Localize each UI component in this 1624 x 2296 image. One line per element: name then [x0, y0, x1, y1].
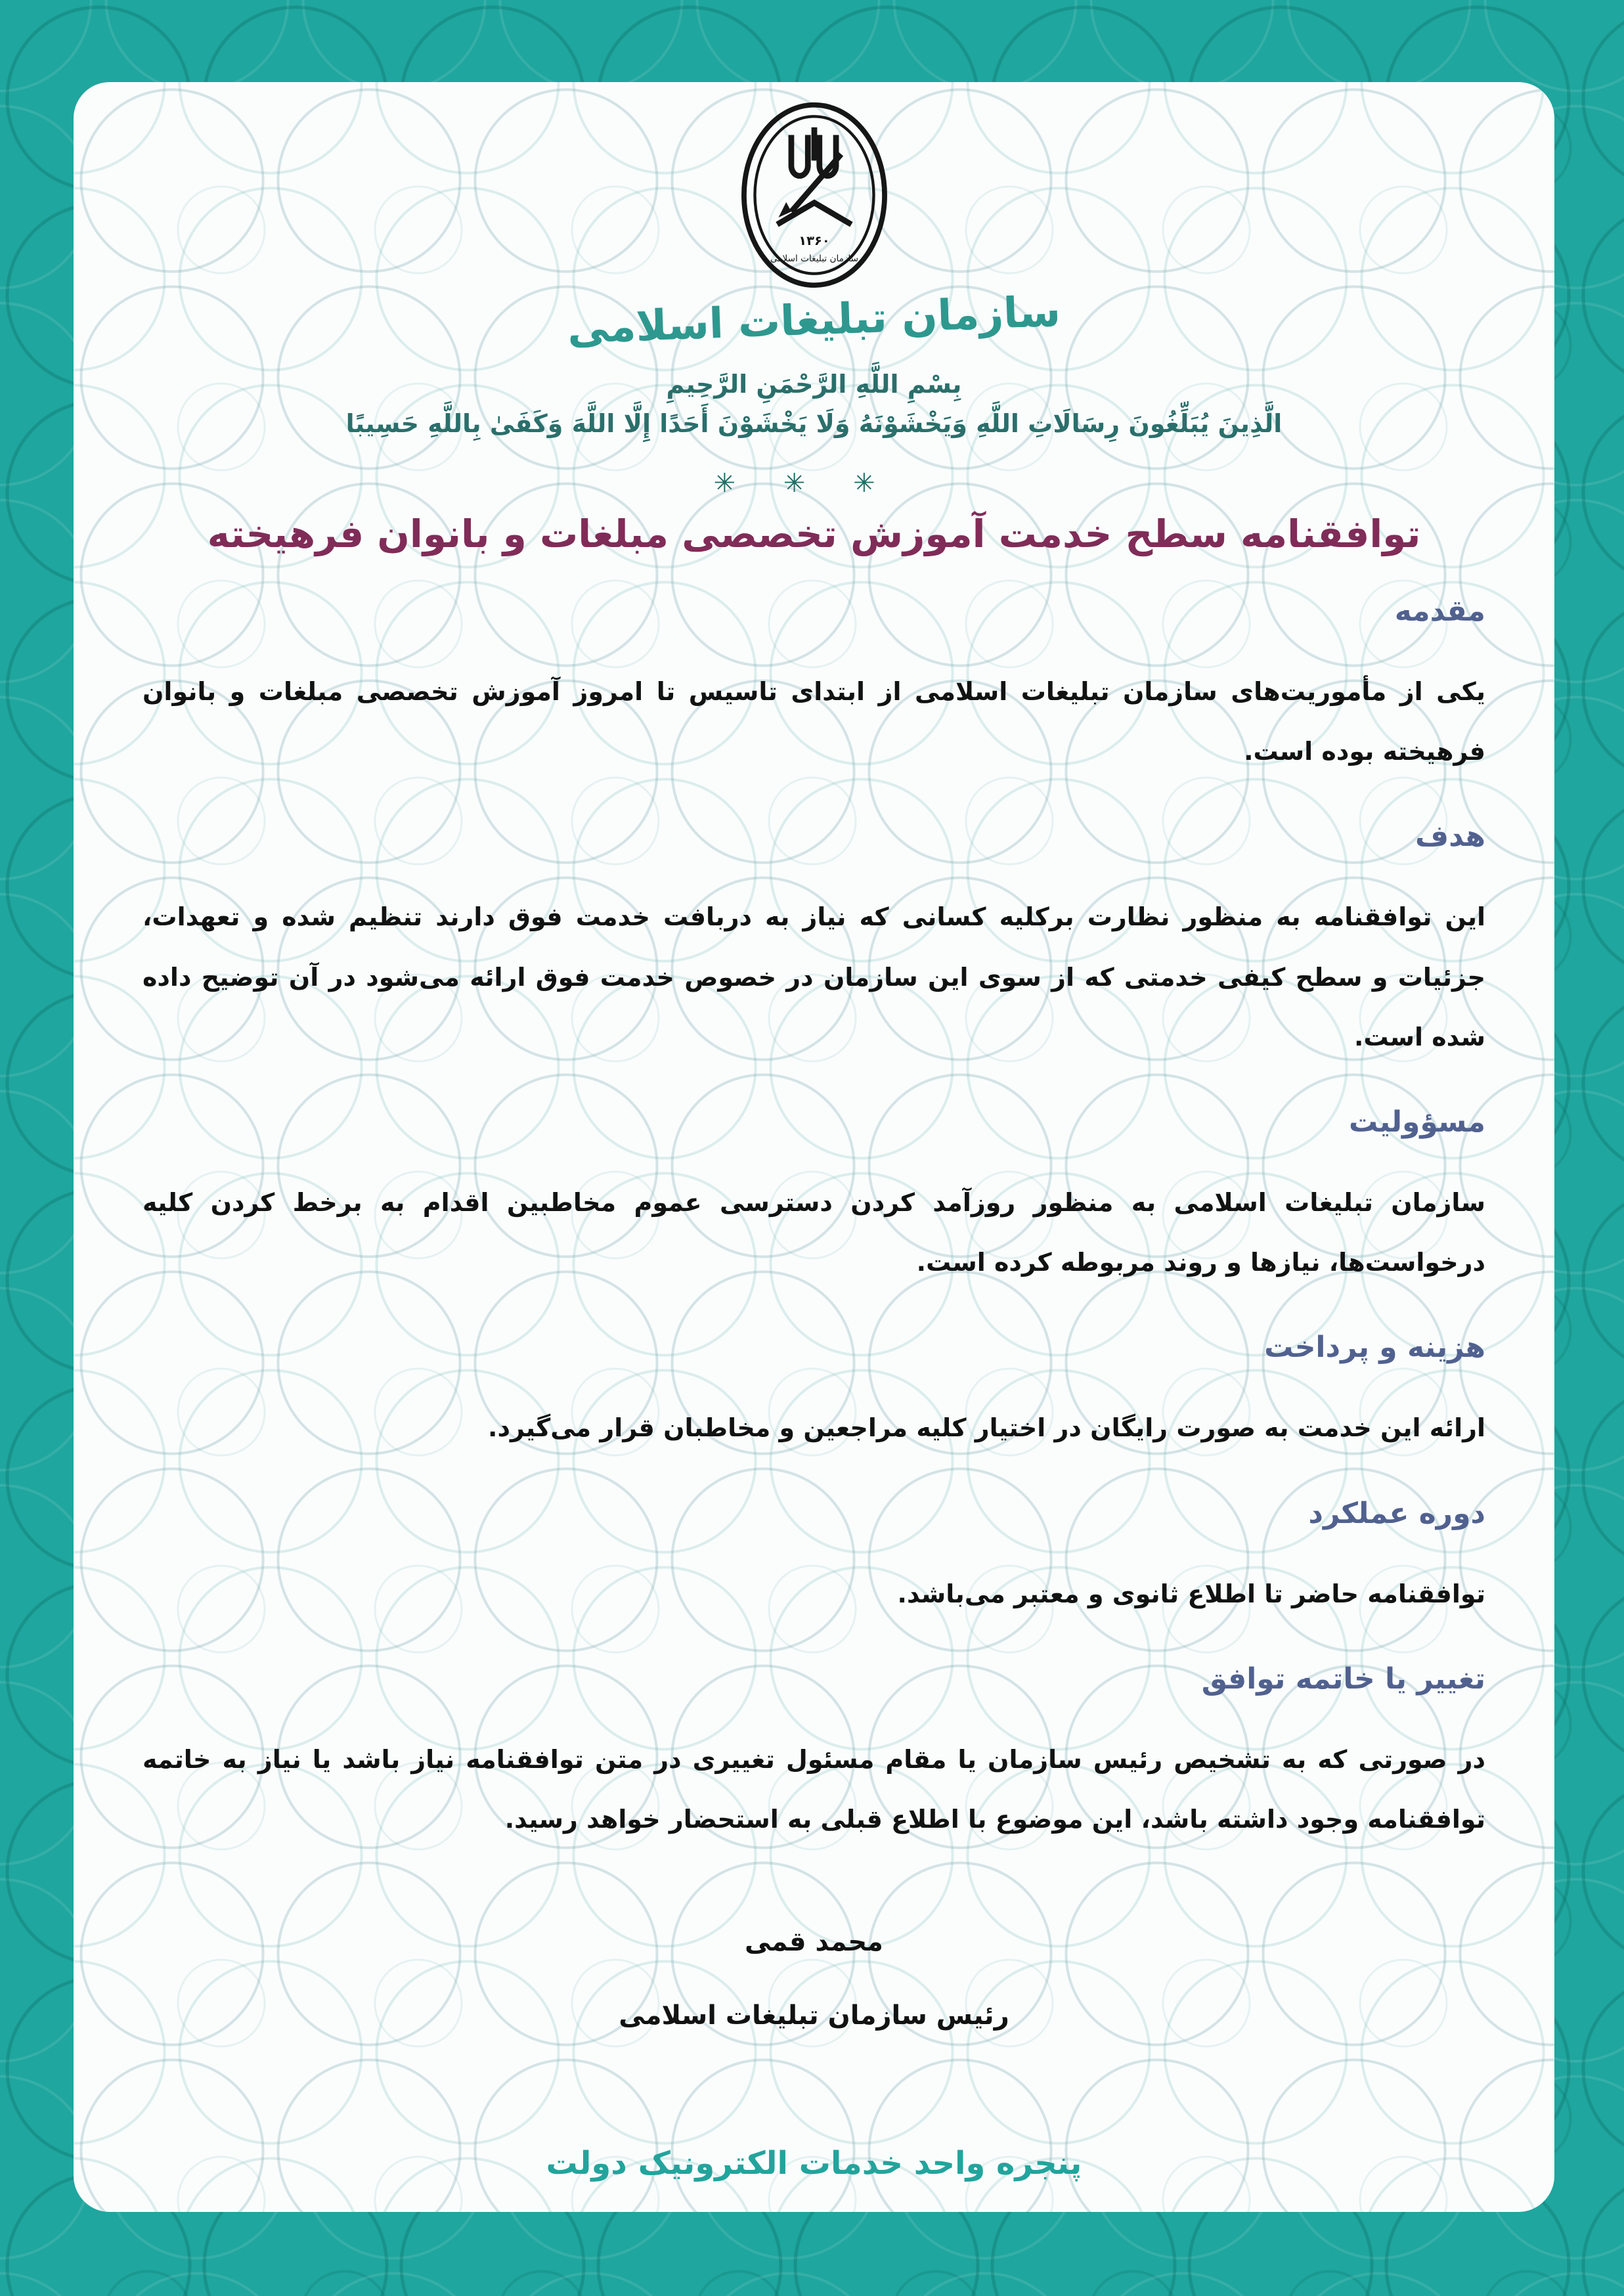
signatory-title: رئیس سازمان تبلیغات اسلامی [619, 2000, 1009, 2031]
section-body-performance-period: توافقنامه حاضر تا اطلاع ثانوی و معتبر می‌باشد. [897, 1579, 1485, 1608]
section-body-introduction: یکی از مأموریت‌های سازمان تبلیغات اسلامی از ابتدای تاسیس تا امروز آموزش تخصصی مبلغات و بانوان فرهیخته بوده است. [143, 677, 1485, 766]
section-heading-cost-payment: هزینه و پرداخت [1264, 1331, 1485, 1365]
document-content [74, 82, 1554, 2212]
section-body-goal: این توافقنامه به منظور نظارت برکلیه کسانی که نیاز به دربافت خدمت فوق دارند تنظیم شده و تعهدات، جزئیات و سطح کیفی خدمتی که از سوی این سازمان در خصوص خدمت فوق ارائه می‌شود در آن توضیح داده شده است. [143, 902, 1485, 1051]
section-heading-performance-period: دوره عملکرد [1308, 1496, 1485, 1530]
section-heading-responsibility: مسؤولیت [1348, 1105, 1485, 1139]
islamic-propagation-organization-emblem-icon [737, 99, 892, 291]
section-heading-change-termination: تغییر یا خاتمه توافق [1201, 1662, 1485, 1696]
signatory-name: محمد قمی [745, 1927, 883, 1958]
section-body-cost-payment: ارائه این خدمت به صورت رایگان در اختیار کلیه مراجعین و مخاطبان قرار می‌گیرد. [488, 1413, 1485, 1443]
document-page [74, 82, 1554, 2212]
organization-calligraphy-signature: سازمان تبلیغات اسلامی [566, 287, 1062, 354]
document-title: توافقنامه سطح خدمت آموزش تخصصی مبلغات و بانوان فرهیخته [207, 512, 1421, 556]
section-heading-goal: هدف [1415, 820, 1485, 854]
bismillah-text: بِسْمِ اللَّهِ الرَّحْمَنِ الرَّحِيمِ [666, 370, 962, 399]
footer-text: پنجره واحد خدمات الکترونیک دولت [546, 2145, 1082, 2182]
section-body-change-termination: در صورتی که به تشخیص رئیس سازمان یا مقام مسئول تغییری در متن توافقنامه نیاز باشد یا نیاز به خاتمه توافقنامه وجود داشته باشد، این موضوع با اطلاع قبلی به استحضار خواهد رسید. [143, 1744, 1485, 1834]
section-heading-introduction: مقدمه [1394, 594, 1485, 628]
section-body-responsibility: سازمان تبلیغات اسلامی به منظور روزآمد کردن دسترسی عموم مخاطبین اقدام به برخط کردن کلیه درخواست‌ها، نیازها و روند مربوطه کرده است. [143, 1187, 1485, 1277]
logo-block [143, 99, 1485, 354]
quran-verse-text: الَّذِينَ يُبَلِّغُونَ رِسَالَاتِ اللَّهِ وَيَخْشَوْنَهُ وَلَا يَخْشَوْنَ أَحَدًا إِلَّا اللَّهَ وَكَفَىٰ بِاللَّهِ حَسِيبًا [345, 409, 1283, 438]
asterisk-divider-ornament: ✳ ✳ ✳ [713, 468, 895, 498]
signatory-block [143, 1927, 1485, 2031]
emblem-organization-name: سازمان تبلیغات اسلامی [770, 254, 858, 265]
emblem-year: ۱۳۶۰ [798, 232, 830, 248]
